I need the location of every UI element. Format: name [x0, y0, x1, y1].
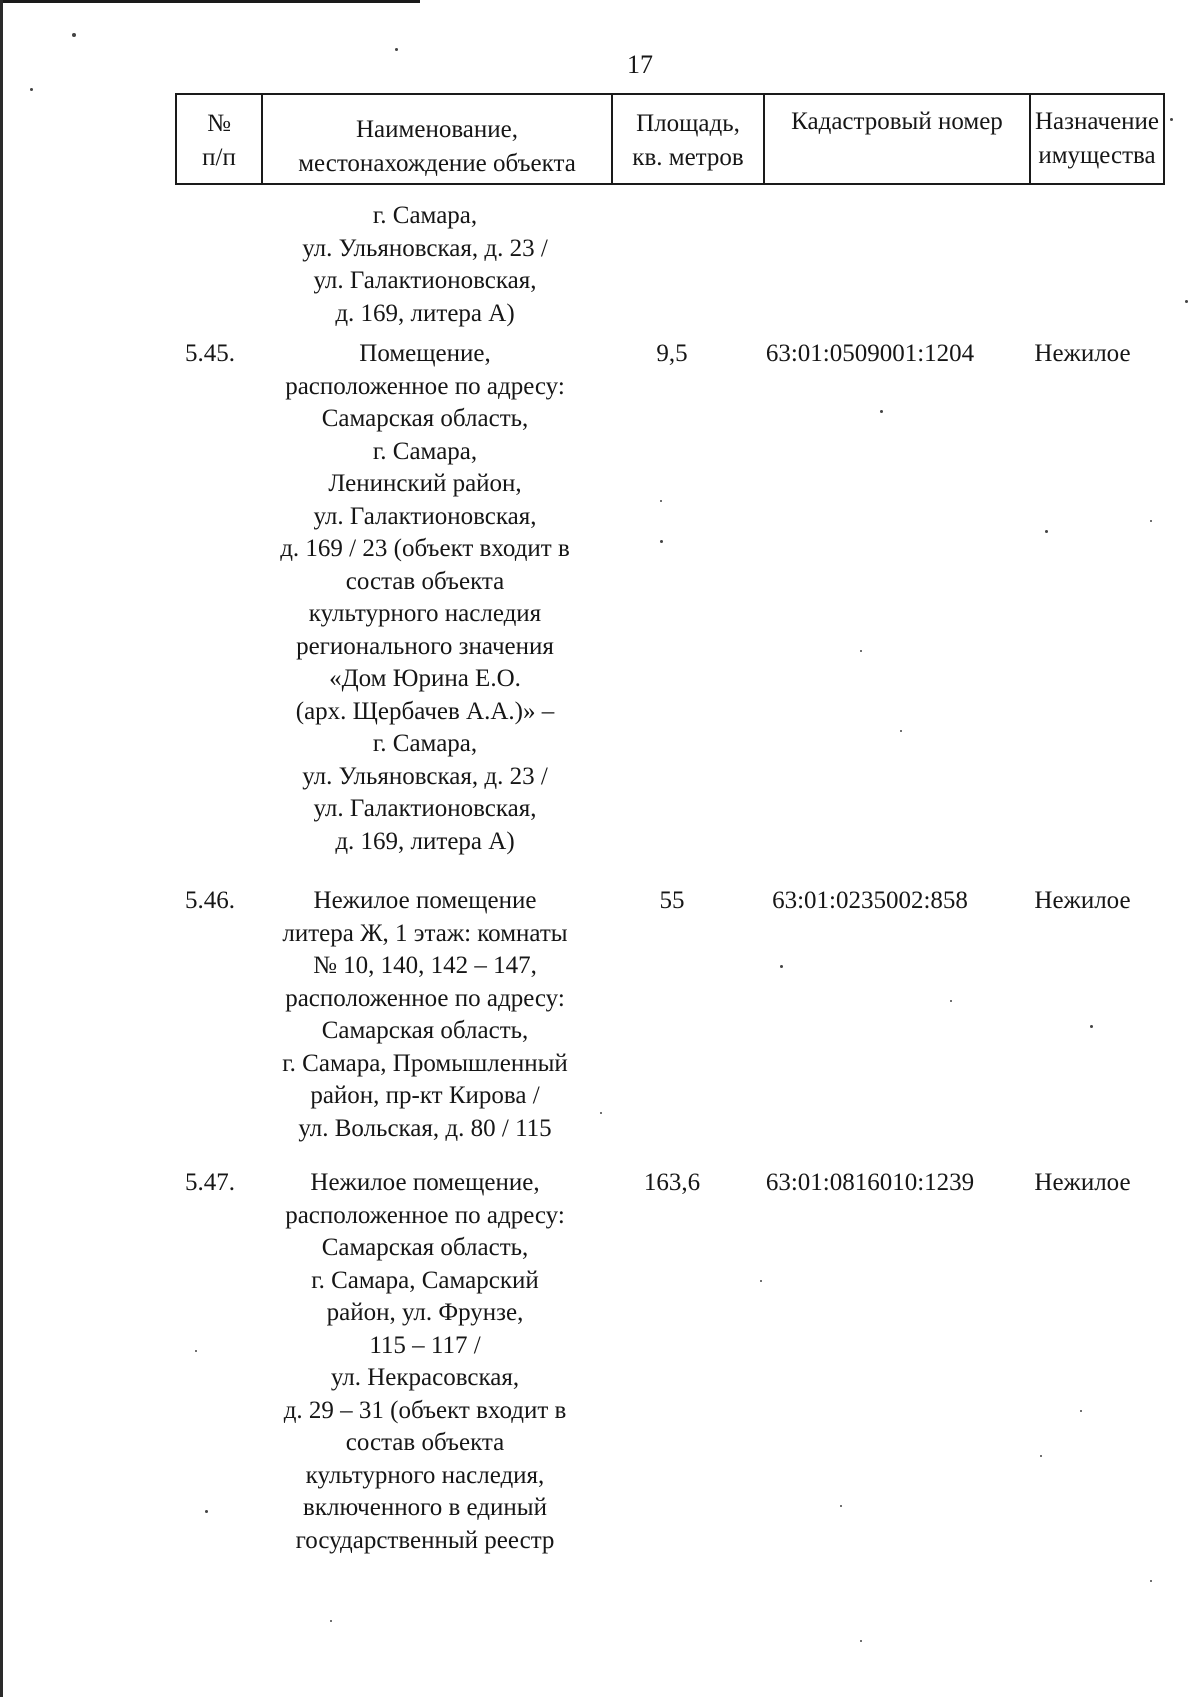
description-line: расположенное по адресу:	[285, 372, 565, 400]
header-col-number: № п/п	[176, 94, 262, 184]
row-cadastral-number: 63:01:0235002:858	[772, 887, 968, 914]
row-description	[250, 885, 600, 1145]
row-purpose: Нежилое	[1034, 1169, 1131, 1196]
scan-speck	[1045, 530, 1048, 533]
scan-speck	[72, 33, 76, 37]
description-line: литера Ж, 1 этаж: комнаты	[282, 919, 568, 947]
header-col-area: Площадь, кв. метров	[612, 94, 764, 184]
scan-speck	[600, 1112, 602, 1114]
scan-speck	[880, 410, 883, 413]
scan-speck	[1090, 1025, 1093, 1028]
description-line: № 10, 140, 142 – 147,	[313, 952, 537, 979]
scan-speck	[760, 1280, 762, 1282]
description-line: Нежилое помещение	[313, 887, 537, 914]
description-line: государственный реестр	[295, 1526, 555, 1554]
scan-speck	[660, 540, 663, 543]
description-line: регионального значения	[296, 632, 554, 660]
description-line: ул. Ульяновская, д. 23 /	[302, 762, 548, 790]
scan-speck	[1185, 300, 1188, 303]
description-line: ул. Некрасовская,	[330, 1364, 520, 1391]
description-line: ул. Галактионовская,	[313, 267, 537, 294]
scan-speck	[395, 48, 398, 51]
scan-speck	[205, 1510, 208, 1513]
row-purpose: Нежилое	[1034, 340, 1131, 367]
row-cadastral-number: 63:01:0509001:1204	[765, 340, 975, 367]
scan-speck	[660, 500, 662, 502]
table-header	[175, 93, 1165, 185]
row-description	[250, 338, 600, 858]
header-col-cadastral: Кадастровый номер	[764, 94, 1030, 184]
description-line: г. Самара,	[372, 730, 478, 757]
description-line: Нежилое помещение,	[310, 1169, 540, 1196]
row-number: 5.46.	[185, 887, 235, 914]
header-col-name: Наименование, местонахождение объекта	[262, 94, 612, 184]
description-line: культурного наследия,	[305, 1461, 545, 1489]
description-line: г. Самара, Промышленный	[282, 1049, 568, 1077]
scan-speck	[1150, 1580, 1152, 1582]
description-line: д. 169 / 23 (объект входит в	[280, 535, 570, 562]
description-line: Самарская область,	[321, 1017, 529, 1044]
scan-speck	[1150, 520, 1152, 522]
scan-speck	[330, 1620, 332, 1622]
scan-speck	[1170, 118, 1173, 121]
description-line: культурного наследия	[308, 600, 542, 627]
description-line: Самарская область,	[321, 1234, 529, 1261]
row-number: 5.45.	[185, 340, 235, 367]
header-col-purpose: Назначение имущества	[1030, 94, 1164, 184]
scan-speck	[860, 1640, 862, 1642]
description-line: Самарская область,	[321, 405, 529, 432]
scan-speck	[860, 650, 862, 652]
scan-speck	[1080, 1410, 1082, 1412]
description-line: расположенное по адресу:	[285, 1201, 565, 1229]
scan-speck	[1040, 1455, 1042, 1457]
description-line: ул. Вольская, д. 80 / 115	[298, 1114, 552, 1142]
description-line: 115 – 117 /	[369, 1331, 481, 1359]
description-line: ул. Галактионовская,	[313, 795, 537, 822]
description-line: г. Самара,	[372, 202, 478, 229]
row-purpose: Нежилое	[1034, 887, 1131, 914]
scan-speck	[950, 1000, 952, 1002]
description-line: г. Самара,	[372, 437, 478, 465]
scan-edge-left	[0, 0, 3, 1697]
description-line: район, пр-кт Кирова /	[310, 1082, 540, 1109]
row-cadastral-number: 63:01:0816010:1239	[765, 1169, 975, 1196]
description-line: Помещение,	[359, 340, 491, 367]
row-number: 5.47.	[185, 1169, 235, 1196]
scan-speck	[780, 965, 783, 968]
description-line: (арх. Щербачев А.А.)» –	[295, 697, 555, 725]
description-line: включенного в единый	[303, 1494, 547, 1521]
description-line: район, ул. Фрунзе,	[326, 1299, 524, 1326]
description-line: Ленинский район,	[328, 470, 522, 497]
description-line: д. 169, литера А)	[335, 827, 515, 855]
row-area: 55	[659, 887, 685, 914]
scan-speck	[30, 88, 33, 91]
description-line: ул. Ульяновская, д. 23 /	[302, 234, 548, 262]
row-area: 9,5	[656, 340, 688, 367]
row-area: 163,6	[643, 1169, 701, 1196]
scan-speck	[900, 730, 902, 732]
page-number: 17	[627, 50, 653, 79]
description-line: д. 29 – 31 (объект входит в	[283, 1396, 567, 1424]
description-line: г. Самара, Самарский	[311, 1266, 539, 1294]
description-line: расположенное по адресу:	[285, 984, 565, 1012]
description-line: состав объекта	[345, 1429, 505, 1456]
scan-edge-top	[0, 0, 420, 3]
description-line: ул. Галактионовская,	[313, 502, 537, 530]
description-line: «Дом Юрина Е.О.	[329, 665, 521, 692]
scan-speck	[195, 1350, 197, 1352]
description-line: д. 169, литера А)	[335, 299, 515, 327]
continuation-description	[250, 200, 600, 330]
row-description	[250, 1167, 600, 1557]
description-line: состав объекта	[345, 567, 505, 595]
scan-speck	[840, 1505, 842, 1507]
